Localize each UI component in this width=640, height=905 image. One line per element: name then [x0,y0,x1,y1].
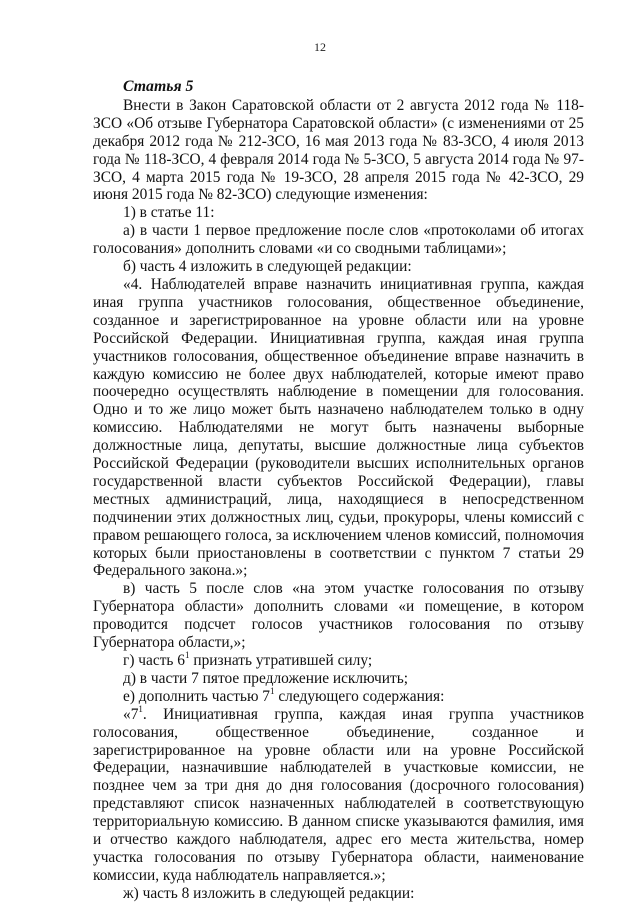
paragraph-item-g [93,649,584,670]
paragraph-part-4-text: «4. Наблюдателей вправе назначить инициативная группа, каждая иная группа участников голосования, общественное объединение, созданное и зарегистрированное на уровне области или на уровне Российской Федерации. Инициативная группа, каждая иная группа участников голосования, общественное объединение вправе назначить в каждую комиссию не более двух наблюдателей, которые имеют право поочередно осуществлять наблюдение в помещении для голосования. Одно и то же лицо может быть назначено наблюдателем только в одну комиссию. Наблюдателями не могут быть назначены выборные должностные лица, депутаты, высшие должностные лица субъектов Российской Федерации (руководители высших исполнительных органов государственной власти субъектов Российской Федерации), главы местных администраций, лица, находящиеся в непосредственном подчинении этих должностных лиц, судьи, прокуроры, члены комиссий с правом решающего голоса, за исключением членов комиссий, полномочия которых были приостановлены в соответствии с пунктом 7 статьи 29 Федерального закона.»; [93,275,584,580]
paragraph-item-a: а) в части 1 первое предложение после слов «протоколами об итогах голосования» дополнить словами «и со сводными таблицами»; [93,222,584,258]
part-7-1-superscript: 1 [138,703,143,714]
item-e-text: е) дополнить частью 7 [123,687,270,705]
paragraph-item-1: 1) в статье 11: [123,204,215,222]
paragraph-part-7-1-text [93,703,584,885]
page-number: 12 [314,40,326,54]
paragraph-item-b: б) часть 4 изложить в следующей редакции: [123,258,412,276]
item-e-text-rest: следующего содержания: [274,687,445,705]
part-7-1-body: . Инициативная группа, каждая иная группа участников голосования, общественное объединение, созданное и зарегистрированное на уровне области или на уровне Российской Федерации, назначившие наблюдателей в участковые комиссии, не позднее чем за три дня до дня голосования (досрочного голосования) представляют список назначенных наблюдателей в соответствующую территориальную комиссию. В данном списке указываются фамилия, имя и отчество каждого наблюдателя, адрес его места жительства, номер участка голосования по отзыву Губернатора области, наименование комиссии, куда наблюдатель направляется.»; [93,705,584,884]
paragraph-item-e [93,685,584,706]
article-title: Статья 5 [123,78,194,95]
item-e-superscript: 1 [270,685,275,696]
paragraph-item-v: в) часть 5 после слов «на этом участке голосования по отзыву Губернатора области» дополнить словами «и помещение, в котором проводится подсчет голосов участников голосования по отзыву Губернатора области,»; [93,580,584,652]
item-g-text-rest: признать утратившей силу; [189,652,373,669]
document-body [93,78,584,903]
paragraph-intro: Внести в Закон Саратовской области от 2 августа 2012 года № 118-ЗСО «Об отзыве Губернатора Саратовской области» (с изменениями от 25 декабря 2012 года № 212-ЗСО, 16 мая 2013 года № 83-ЗСО, 4 июля 2013 года № 118-ЗСО, 4 февраля 2014 года № 5-ЗСО, 5 августа 2014 года № 97-ЗСО, 4 марта 2015 года № 19-ЗСО, 28 апреля 2015 года № 42-ЗСО, 29 июня 2015 года № 82-ЗСО) следующие изменения: [93,96,584,204]
item-g-text: г) часть 6 [123,652,185,669]
item-g-superscript: 1 [184,649,190,660]
paragraph-item-zh: ж) часть 8 изложить в следующей редакции: [123,884,415,902]
part-7-1-number: «7 [123,705,139,723]
paragraph-item-d: д) в части 7 пятое предложение исключить; [123,669,409,687]
